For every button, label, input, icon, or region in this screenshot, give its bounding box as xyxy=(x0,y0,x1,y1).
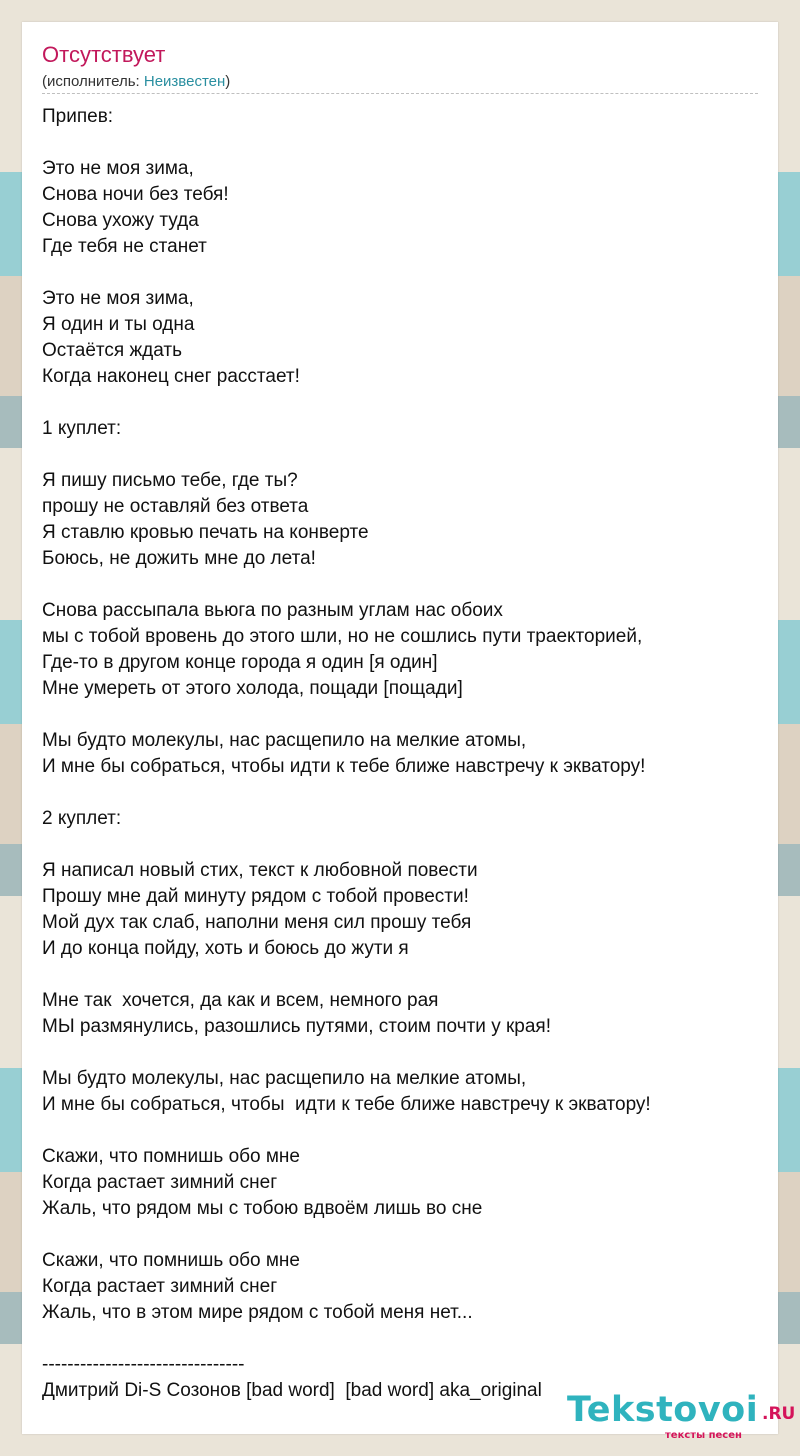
artist-link[interactable]: Неизвестен xyxy=(143,73,226,90)
song-title: Отсутствует xyxy=(42,42,166,67)
logo-word: Tekstovoi xyxy=(567,1390,759,1430)
logo-domain: .RU xyxy=(762,1404,796,1424)
lyrics-card xyxy=(22,22,796,1441)
logo-tagline: тексты песен xyxy=(665,1430,742,1441)
artist-suffix: ) xyxy=(225,73,231,90)
site-logo[interactable] xyxy=(567,1390,797,1441)
artist-line xyxy=(42,73,230,90)
lyrics-text: Припев: Это не моя зима, Снова ночи без тебя! Снова ухожу туда Где тебя не станет Это не моя зима, Я один и ты одна Остаётся ждать Когда наконец снег расстает! 1 куплет: Я пишу письмо тебе, где ты? прошу не оставляй без ответа Я ставлю кровью печать на конверте Боюсь, не дожить мне до лета! Снова рассыпала вьюга по разным углам нас обоих мы с тобой вровень до этого шли, но не сошлись пути траекторией, Где-то в другом конце города я один [я один] Мне умереть от этого холода, пощади [пощади] Мы будто молекулы, нас расщепило на мелкие атомы, И мне бы собраться, чтобы идти к тебе ближе навстречу к экватору! 2 куплет: Я написал новый стих, текст к любовной повести Прошу мне дай минуту рядом с тобой провести! Мой дух так слаб, наполни меня сил прошу тебя И до конца пойду, хоть и боюсь до жути я Мне так хочется, да как и всем, немного рая МЫ размянулись, разошлись путями, стоим почти у края! Мы будто молекулы, нас расщепило на мелкие атомы, И мне бы собраться, чтобы идти к тебе ближе навстречу к экватору! Скажи, что помнишь обо мне Когда растает зимний снег Жаль, что рядом мы с тобою вдвоём лишь во сне Скажи, что помнишь обо мне Когда растает зимний снег Жаль, что в этом мире рядом с тобой меня нет... -------------------------------- Дмитрий Di-S Созонов [bad word] [bad word] aka_original xyxy=(42,106,651,1401)
artist-prefix: (исполнитель: xyxy=(42,73,144,90)
title-divider xyxy=(42,93,758,94)
